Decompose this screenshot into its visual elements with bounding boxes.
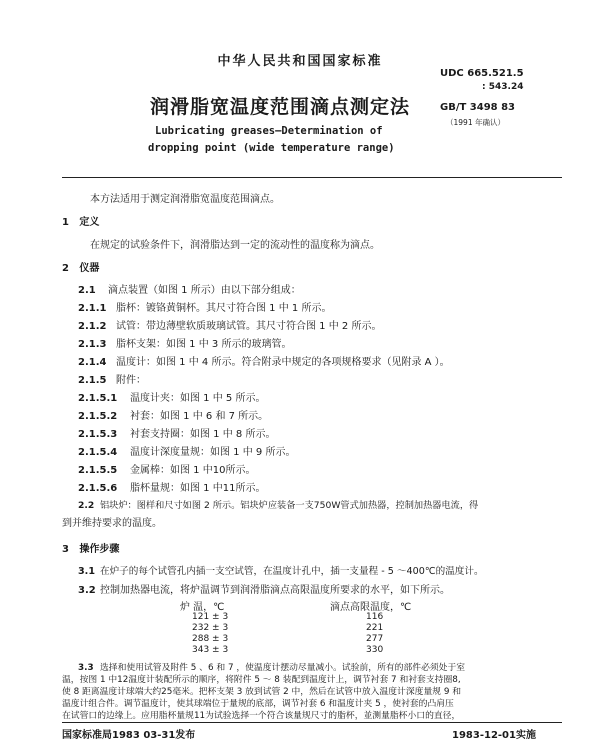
section-3-heading [62, 540, 119, 555]
section-title: 仪器 [79, 263, 100, 274]
header-divider [62, 177, 562, 178]
clause-2-2: 2.2 铝块炉：图样和尺寸如图 2 所示。铝块炉应装备一支750W管式加热器，控制加热器电流，得 [78, 500, 479, 511]
table-header-furnace-temp: 炉 温，℃ [180, 602, 225, 613]
clause-2-1-4: 2.1.4 温度计：如图 1 中 4 所示。符合附录中规定的各项规格要求（见附录 A ）。 [78, 357, 450, 368]
table-cell-limit: 221 [366, 623, 384, 633]
clause-2-2-continued: 到并维持要求的温度。 [62, 518, 162, 529]
section-number: 3 [62, 544, 69, 555]
clause-3-3-line3: 使 8 距离温度计球端大约25毫米。把杯支架 3 放到试管 2 中，然后在试管中放入温度计深度量规 9 和 [62, 687, 462, 697]
section-title: 操作步骤 [79, 544, 120, 555]
section-2-heading [62, 259, 99, 274]
definition-text: 在规定的试验条件下，润滑脂达到一定的流动性的温度称为滴点。 [90, 240, 380, 251]
standard-confirmation-note: （1991 年确认） [446, 118, 505, 127]
clause-2-1-2: 2.1.2 试管：带边薄壁软质玻璃试管。其尺寸符合图 1 中 2 所示。 [78, 321, 382, 332]
table-cell-limit: 116 [366, 612, 384, 622]
clause-3-3: 3.3 选择和使用试管及附件 5 、6 和 7 ，使温度计摆动尽量减小。试验前，所有的部件必须处于室 [78, 663, 466, 673]
clause-2-1-5-5: 2.1.5.5 金属棒：如图 1 中10所示。 [78, 465, 256, 476]
table-cell-furnace: 343 ± 3 [192, 645, 229, 655]
standard-number: GB/T 3498 83 [440, 102, 516, 113]
clause-3-3-line2: 温，按图 1 中12温度计装配所示的顺序，将附件 5 ～ 8 装配到温度计上，调节衬套 7 和衬套支持圈8, [62, 675, 461, 685]
clause-2-1-5-6: 2.1.5.6 脂杯量规：如图 1 中11所示。 [78, 483, 266, 494]
table-cell-furnace: 121 ± 3 [192, 612, 229, 622]
clause-3-2: 3.2 控制加热器电流，将炉温调节到润滑脂滴点高限温度所要求的水平，如下所示。 [78, 585, 450, 596]
section-title: 定义 [79, 217, 100, 228]
scope-statement: 本方法适用于测定润滑脂宽温度范围滴点。 [90, 194, 280, 205]
clause-2-1-3: 2.1.3 脂杯支架：如图 1 中 3 所示的玻璃管。 [78, 339, 292, 350]
english-title-line1: Lubricating greases—Determination of [155, 125, 383, 137]
table-cell-furnace: 288 ± 3 [192, 634, 229, 644]
clause-3-1: 3.1 在炉子的每个试管孔内插一支空试管，在温度计孔中，插一支量程 - 5 ～400℃的温度计。 [78, 566, 484, 577]
section-number: 1 [62, 217, 69, 228]
footer-divider [62, 722, 562, 723]
table-cell-furnace: 232 ± 3 [192, 623, 229, 633]
clause-2-1-5-2: 2.1.5.2 衬套：如图 1 中 6 和 7 所示。 [78, 411, 269, 422]
clause-2-1: 2.1 滴点装置（如图 1 所示）由以下部分组成： [78, 285, 301, 296]
clause-2-1-1: 2.1.1 脂杯：镀铬黄铜杯。其尺寸符合图 1 中 1 所示。 [78, 303, 332, 314]
table-cell-limit: 330 [366, 645, 384, 655]
clause-2-1-5-3: 2.1.5.3 衬套支持圈：如图 1 中 8 所示。 [78, 429, 276, 440]
document-title: 润滑脂宽温度范围滴点测定法 [150, 96, 411, 118]
section-1-heading [62, 213, 99, 228]
clause-2-1-5: 2.1.5 附件： [78, 375, 146, 386]
clause-3-3-line5: 在试管口的边缘上。应用脂杯量规11为试验选择一个符合该量规尺寸的脂杯，並测量脂杯小口的直径， [62, 711, 461, 721]
national-standard-heading: 中华人民共和国国家标准 [217, 54, 383, 69]
table-header-drop-point-limit: 滴点高限温度，℃ [330, 602, 412, 613]
issued-by: 国家标准局1983 03-31发布 [62, 730, 196, 741]
clause-3-3-line4: 温度计组合件。调节温度计，使其球端位于量规的底部，调节衬套 6 和温度计夹 5 ，使衬套的凸肩压 [62, 699, 454, 709]
udc-code: UDC 665.521.5 [440, 68, 524, 79]
clause-2-1-5-1: 2.1.5.1 温度计夹：如图 1 中 5 所示。 [78, 393, 266, 404]
table-cell-limit: 277 [366, 634, 384, 644]
section-number: 2 [62, 263, 69, 274]
clause-2-1-5-4: 2.1.5.4 温度计深度量规：如图 1 中 9 所示。 [78, 447, 296, 458]
english-title-line2: dropping point (wide temperature range) [148, 142, 395, 154]
effective-date: 1983-12-01实施 [452, 730, 536, 741]
udc-code-continued: : 543.24 [482, 82, 524, 92]
